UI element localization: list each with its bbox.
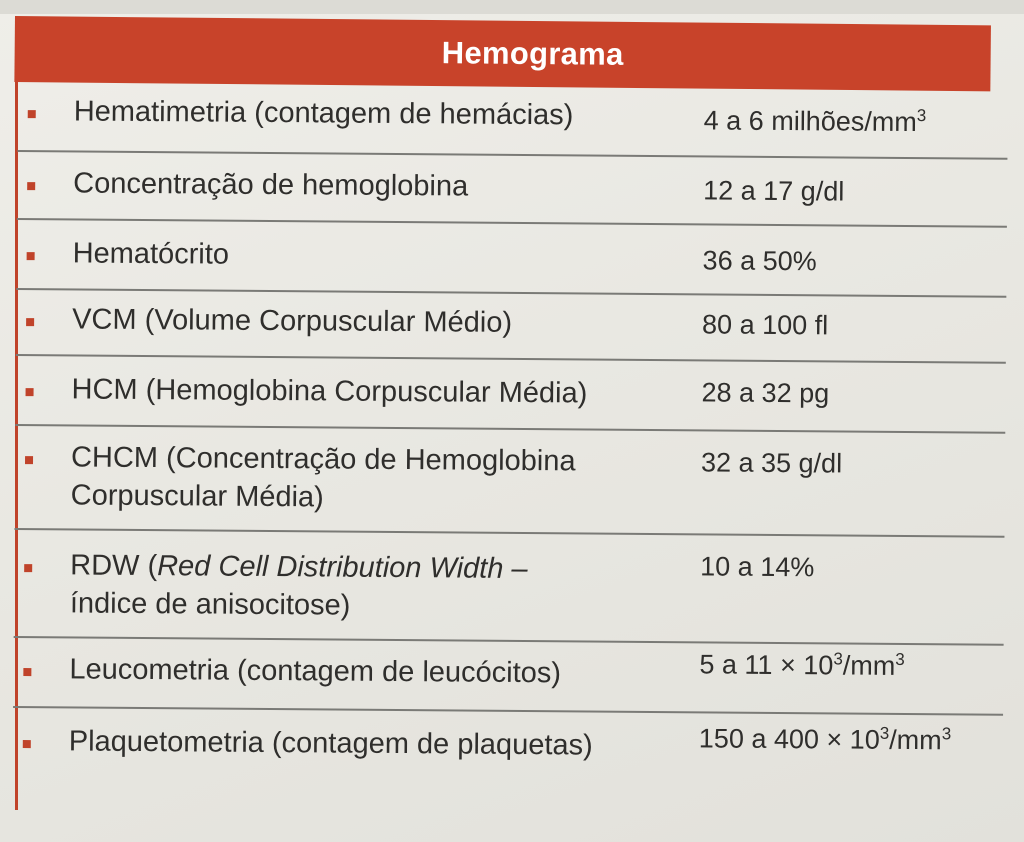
row-value: 150 a $400 \times 10^3/mm^3$ [698, 723, 952, 756]
row-value: 28 a 32 pg [701, 377, 830, 409]
bullet-icon [27, 182, 35, 190]
row-label: Hematócrito [72, 237, 230, 271]
bullet-icon [27, 252, 35, 260]
row-value: 80 a 100 fl [701, 309, 829, 341]
row-label: Plaquetometria (contagem de plaquetas) [68, 725, 593, 762]
table-row [17, 82, 1008, 160]
row-label: VCM (Volume Corpuscular Médio) [72, 303, 513, 339]
table-row [17, 152, 1008, 228]
table-header-bar [14, 16, 991, 91]
hemograma-table [13, 82, 1008, 786]
row-label: HCM (Hemoglobina Corpuscular Média) [71, 373, 588, 410]
row-value: 12 a 17 g/dl [703, 175, 845, 207]
row-value: 32 a 35 g/dl [700, 447, 843, 479]
table-row [13, 638, 1004, 716]
row-value: 36 a 50% [702, 245, 817, 277]
row-label: Hematimetria (contagem de hemácias) [73, 95, 574, 132]
page-top-strip [0, 0, 1024, 14]
table-title: Hemograma [441, 35, 624, 72]
table-row [16, 220, 1007, 298]
row-label: CHCM (Concentração de Hemoglobina Corpuscular Média) [70, 441, 576, 514]
table-row [14, 426, 1005, 538]
row-value: 4 a 6 milhões/$mm^3$ [703, 105, 927, 138]
table-row [14, 530, 1005, 646]
row-value: 10 a 14% [700, 551, 815, 583]
bullet-icon [23, 668, 31, 676]
table-row [16, 290, 1006, 364]
row-label: RDW (Red Cell Distribution Width – índice de anisocitose) [69, 549, 528, 622]
bullet-icon [26, 318, 34, 326]
row-label: Leucometria (contagem de leucócitos) [69, 653, 562, 690]
bullet-icon [23, 740, 31, 748]
bullet-icon [28, 110, 36, 118]
row-label: Concentração de hemoglobina [73, 167, 469, 203]
row-value: 5 a $11 \times 10^3/mm^3$ [699, 649, 905, 681]
table-row [15, 356, 1006, 434]
bullet-icon [24, 564, 32, 572]
bullet-icon [25, 456, 33, 464]
table-row [13, 708, 1004, 786]
bullet-icon [26, 388, 34, 396]
